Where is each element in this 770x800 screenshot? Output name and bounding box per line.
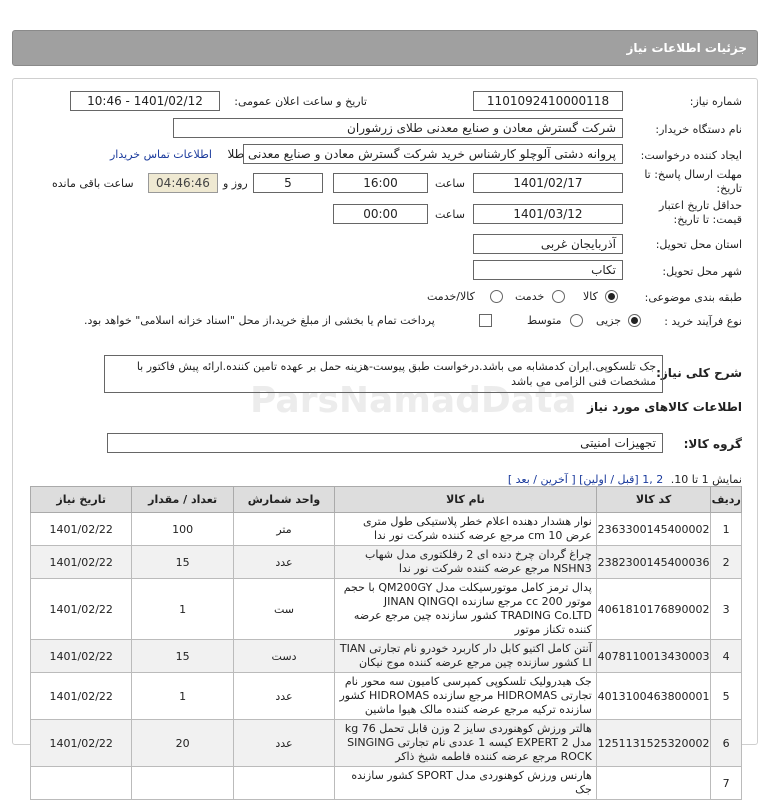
row-code: 4061810176890002 — [596, 579, 711, 640]
table-row[interactable] — [31, 640, 742, 673]
pager-nav[interactable]: [ آخرین / بعد ] 2 ,1 [قبل / اولین] — [507, 473, 664, 486]
row-date: 1401/02/22 — [31, 720, 132, 767]
row-code: 1251131525320002 — [596, 720, 711, 767]
row-date: 1401/02/22 — [31, 546, 132, 579]
col-name: نام کالا — [335, 487, 597, 513]
deadline-time-label: ساعت — [435, 177, 465, 190]
row-date: 1401/02/22 — [31, 513, 132, 546]
days-label: روز و — [223, 177, 248, 190]
process-option-medium: متوسط — [527, 314, 562, 327]
category-radio-goods[interactable] — [605, 290, 618, 303]
row-name: آنتن کامل اکتیو کابل دار کاربرد خودرو نام تجارتی TIAN LI کشور سازنده چین مرجع عرضه کننده موج نیکان — [335, 640, 597, 673]
remaining-label: ساعت باقی مانده — [52, 177, 134, 190]
deadline-label: مهلت ارسال پاسخ: تا تاریخ: — [644, 168, 742, 195]
row-unit: عدد — [233, 546, 334, 579]
row-date: 1401/02/22 — [31, 640, 132, 673]
row-unit: عدد — [233, 673, 334, 720]
row-qty: 15 — [132, 640, 233, 673]
row-code: 2363300145400002 — [596, 513, 711, 546]
process-label: نوع فرآیند خرید : — [664, 315, 742, 328]
row-code — [596, 767, 711, 800]
col-code: کد کالا — [596, 487, 711, 513]
row-name: جک هیدرولیک تلسکوپی کمپرسی کامیون سه محور نام تجارتی HIDROMAS مرجع سازنده HIDROMAS کشور سازنده ترکیه مرجع عرضه کننده مالک هیوا ماشین — [335, 673, 597, 720]
days-field[interactable]: 5 — [253, 173, 323, 193]
row-qty: 1 — [132, 579, 233, 640]
watermark: ParsNamadData — [250, 380, 577, 421]
row-qty: 1 — [132, 673, 233, 720]
page-header — [12, 30, 758, 66]
row-code: 4078110013430003 — [596, 640, 711, 673]
table-header-row — [31, 487, 742, 513]
row-index: 6 — [711, 720, 742, 767]
row-name: هالتر ورزش کوهنوردی سایز 2 وزن قابل تحمل 76 kg مدل EXPERT 2 کیسه 1 عددی نام تجارتی SINGING ROCK مرجع عرضه کننده فاطمه شیخ ذاکر — [335, 720, 597, 767]
need-number-field[interactable]: 1101092410000118 — [473, 91, 623, 111]
row-index: 2 — [711, 546, 742, 579]
row-unit: عدد — [233, 720, 334, 767]
row-unit: دست — [233, 640, 334, 673]
city-field[interactable]: تکاب — [473, 260, 623, 280]
deadline-time-field[interactable]: 16:00 — [333, 173, 428, 193]
table-row[interactable] — [31, 673, 742, 720]
col-index: ردیف — [711, 487, 742, 513]
validity-date-field[interactable]: 1401/03/12 — [473, 204, 623, 224]
row-name: هارنس ورزش کوهنوردی مدل SPORT کشور سازنده جک — [335, 767, 597, 800]
row-index: 4 — [711, 640, 742, 673]
category-option-service: خدمت — [515, 290, 545, 303]
page-title: جزئیات اطلاعات نیاز — [626, 41, 747, 55]
goods-group-field[interactable]: تجهیزات امنیتی — [107, 433, 663, 453]
pager-range: نمایش 1 تا 10. — [670, 473, 742, 486]
row-qty: 100 — [132, 513, 233, 546]
goods-table — [30, 486, 742, 800]
process-option-minor: جزیی — [596, 314, 622, 327]
table-row[interactable] — [31, 546, 742, 579]
row-index: 1 — [711, 513, 742, 546]
row-code: 2382300145400036 — [596, 546, 711, 579]
pager-text — [508, 473, 742, 486]
goods-group-label: گروه کالا: — [683, 437, 742, 451]
description-field[interactable]: جک تلسکوپی.ایران کدمشابه می باشد.درخواست طبق پیوست-هزینه حمل بر عهده تامین کننده.ارائه پیش فاکتور با مشخصات فنی الزامی می باشد — [104, 355, 663, 393]
description-label: شرح کلی نیاز: — [656, 366, 742, 380]
process-radio-medium[interactable] — [570, 314, 583, 327]
row-code: 4013100463800001 — [596, 673, 711, 720]
category-option-both: کالا/خدمت — [427, 290, 475, 303]
table-row[interactable] — [31, 767, 742, 800]
process-radio-minor[interactable] — [628, 314, 641, 327]
row-date: 1401/02/22 — [31, 579, 132, 640]
row-date: 1401/02/22 — [31, 673, 132, 720]
col-qty: تعداد / مقدار — [132, 487, 233, 513]
row-date — [31, 767, 132, 800]
city-label: شهر محل تحویل: — [662, 265, 742, 278]
goods-section-title: اطلاعات کالاهای مورد نیاز — [587, 400, 742, 414]
table-row[interactable] — [31, 579, 742, 640]
row-name: پدال ترمز کامل موتورسیکلت مدل QM200GY با حجم موتور 200 cc مرجع سازنده JINAN QINGQI TRADING Co.LTD کشور سازنده چین مرجع عرضه کننده تکناز موتور — [335, 579, 597, 640]
row-name: نوار هشدار دهنده اعلام خطر پلاستیکی طول متری عرض 10 cm مرجع عرضه کننده شرکت نور ندا — [335, 513, 597, 546]
category-radio-service[interactable] — [552, 290, 565, 303]
contact-buyer-link[interactable]: اطلاعات تماس خریدار — [110, 148, 212, 161]
province-field[interactable]: آذربایجان غربی — [473, 234, 623, 254]
row-qty: 20 — [132, 720, 233, 767]
buyer-label: نام دستگاه خریدار: — [655, 123, 742, 136]
table-row[interactable] — [31, 720, 742, 767]
col-unit: واحد شمارش — [233, 487, 334, 513]
category-option-goods: کالا — [583, 290, 598, 303]
row-index: 7 — [711, 767, 742, 800]
validity-label: حداقل تاریخ اعتبار قیمت: تا تاریخ: — [658, 199, 742, 226]
col-date: تاریخ نیاز — [31, 487, 132, 513]
table-row[interactable] — [31, 513, 742, 546]
row-qty — [132, 767, 233, 800]
validity-time-label: ساعت — [435, 208, 465, 221]
creator-label: ایجاد کننده درخواست: — [640, 149, 742, 162]
need-number-label: شماره نیاز: — [689, 95, 742, 108]
province-label: استان محل تحویل: — [655, 238, 742, 251]
deadline-date-field[interactable]: 1401/02/17 — [473, 173, 623, 193]
treasury-note: پرداخت تمام یا بخشی از مبلغ خرید،از محل "اسناد خزانه اسلامی" خواهد بود. — [84, 314, 435, 327]
row-unit: ست — [233, 579, 334, 640]
announce-field[interactable]: 1401/02/12 - 10:46 — [70, 91, 220, 111]
remaining-time-field: 04:46:46 — [148, 173, 218, 193]
announce-label: تاریخ و ساعت اعلان عمومی: — [234, 95, 367, 108]
row-index: 3 — [711, 579, 742, 640]
row-unit: متر — [233, 513, 334, 546]
treasury-checkbox[interactable] — [479, 314, 492, 327]
buyer-field[interactable]: شرکت گسترش معادن و صنایع معدنی طلای زرشوران — [173, 118, 623, 138]
category-label: طبقه بندی موضوعی: — [644, 291, 742, 304]
row-name: چراغ گردان چرخ دنده ای 2 رفلکتوری مدل شهاب NSHN3 مرجع عرضه کننده شرکت نور ندا — [335, 546, 597, 579]
validity-time-field[interactable]: 00:00 — [333, 204, 428, 224]
category-radio-both[interactable] — [490, 290, 503, 303]
creator-field[interactable]: پروانه دشتی آلوچلو کارشناس خرید شرکت گسترش معادن و صنایع معدنی طلا — [243, 144, 623, 164]
row-unit — [233, 767, 334, 800]
row-qty: 15 — [132, 546, 233, 579]
row-index: 5 — [711, 673, 742, 720]
